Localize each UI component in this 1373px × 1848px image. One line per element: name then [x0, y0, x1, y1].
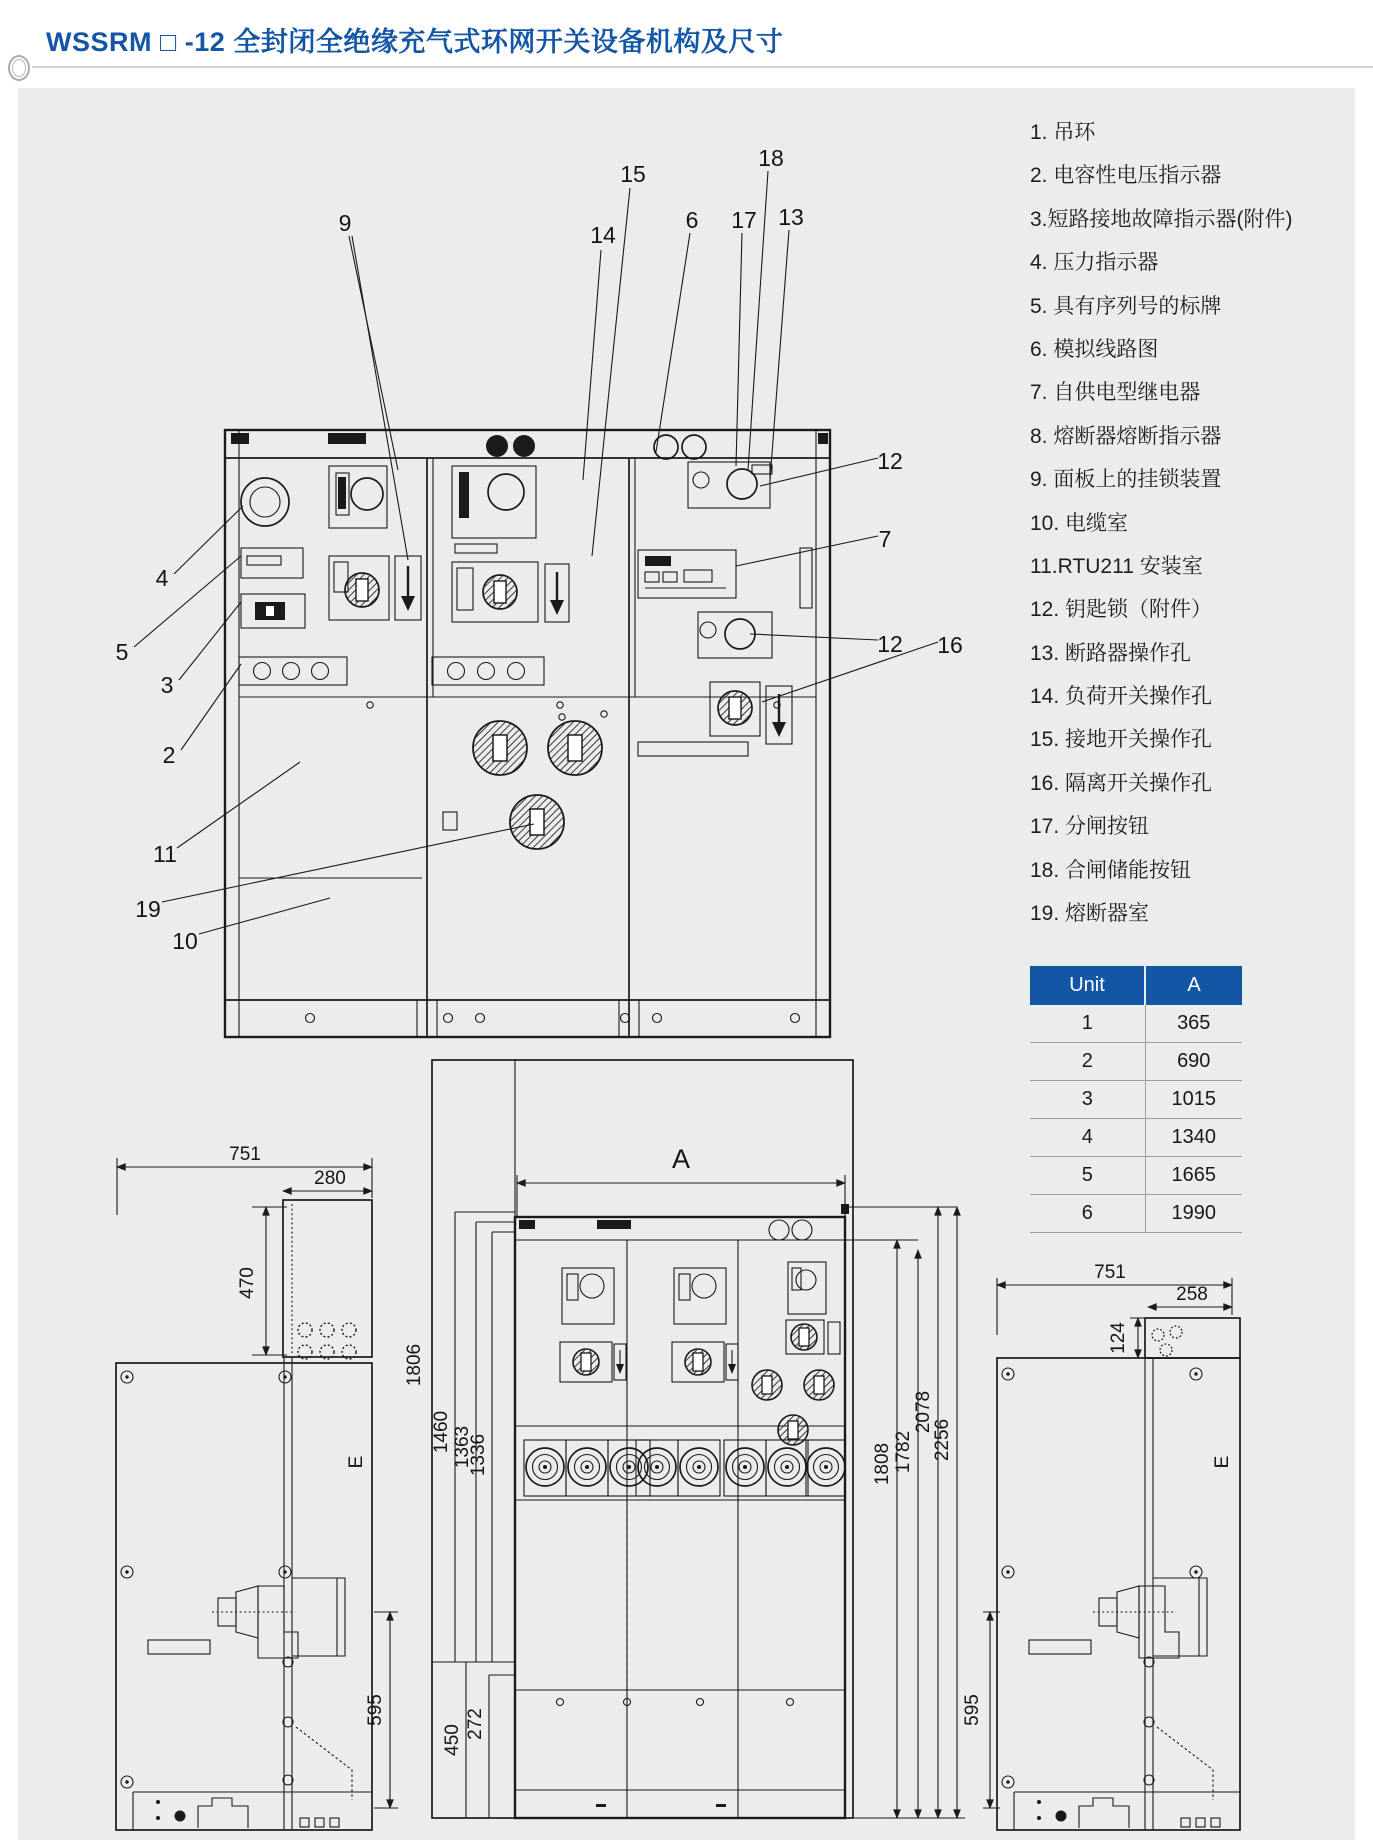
legend-item-17: 17. 分闸按钮	[1030, 815, 1150, 839]
callout-5: 5	[115, 639, 129, 665]
legend-item-4: 4. 压力指示器	[1030, 251, 1159, 275]
dim-1363: 1363	[452, 1425, 473, 1469]
voltage-indicator-strip	[239, 657, 347, 685]
cell-a: 690	[1145, 1043, 1242, 1081]
legend-item-16: 16. 隔离开关操作孔	[1030, 771, 1213, 795]
parts-legend	[1030, 116, 1360, 940]
cell-unit: 1	[1030, 1005, 1145, 1043]
legend-item-7: 7. 自供电型继电器	[1030, 381, 1201, 405]
operating-hole	[510, 795, 564, 849]
cell-a: 1015	[1145, 1081, 1242, 1119]
callout-10: 10	[172, 928, 198, 954]
callout-9: 9	[338, 210, 352, 236]
legend-item-13: 13. 断路器操作孔	[1030, 641, 1192, 665]
legend-item-1: 1. 吊环	[1030, 121, 1096, 144]
pressure-indicator-icon	[241, 478, 289, 526]
lifting-ring-icon	[486, 435, 508, 457]
cable-bushings-row	[524, 1440, 845, 1496]
side-view-left	[116, 1144, 398, 1830]
table-header-unit: Unit	[1030, 966, 1145, 1005]
ring-ornament-icon	[8, 55, 30, 81]
cell-a: 1665	[1145, 1157, 1242, 1195]
cell-unit: 2	[1030, 1043, 1145, 1081]
dim-1806: 1806	[404, 1343, 425, 1387]
side-view-right	[962, 1262, 1240, 1830]
cell-a: 1340	[1145, 1119, 1242, 1157]
dim-450: 450	[442, 1724, 463, 1756]
callout-15: 15	[620, 161, 646, 187]
cell-a: 1990	[1145, 1195, 1242, 1233]
dim-e-left: E	[346, 1455, 367, 1469]
callout-16: 16	[937, 632, 963, 658]
legend-item-6: 6. 模拟线路图	[1030, 337, 1159, 361]
legend-item-15: 15. 接地开关操作孔	[1030, 728, 1213, 752]
legend-item-2: 2. 电容性电压指示器	[1030, 164, 1222, 188]
table-row	[1030, 1119, 1242, 1157]
page-title: WSSRM □ -12 全封闭全绝缘充气式环网开关设备机构及尺寸	[46, 27, 784, 57]
callout-13: 13	[778, 204, 804, 230]
callout-2: 2	[162, 742, 176, 768]
dim-1782: 1782	[893, 1430, 914, 1474]
dim-595-right: 595	[962, 1694, 983, 1726]
dim-2256: 2256	[932, 1418, 953, 1462]
dim-751-left: 751	[229, 1144, 261, 1165]
dim-2078: 2078	[913, 1390, 934, 1434]
table-row	[1030, 1195, 1242, 1233]
content-panel	[18, 88, 1355, 1840]
dim-e-right: E	[1212, 1455, 1233, 1469]
header-divider	[32, 66, 1373, 68]
switchgear-front-view	[116, 145, 963, 1037]
callout-19: 19	[135, 896, 161, 922]
padlock-unit	[329, 466, 387, 528]
front-view-dimensioned	[404, 1060, 965, 1818]
lifting-ring-icon	[513, 435, 535, 457]
callout-3: 3	[160, 672, 174, 698]
legend-item-8: 8. 熔断器熔断指示器	[1030, 424, 1222, 448]
callout-14: 14	[590, 222, 616, 248]
callout-7: 7	[878, 526, 892, 552]
cell-unit: 5	[1030, 1157, 1145, 1195]
dim-595-left: 595	[365, 1694, 386, 1726]
dim-A: A	[671, 1144, 691, 1174]
table-row	[1030, 1043, 1242, 1081]
voltage-indicator-strip	[432, 657, 544, 685]
callout-17: 17	[731, 207, 757, 233]
dim-1808: 1808	[872, 1442, 893, 1486]
cell-a: 365	[1145, 1005, 1242, 1043]
legend-item-10: 10. 电缆室	[1030, 511, 1129, 535]
dim-470: 470	[237, 1267, 258, 1299]
unit-size-table	[1030, 966, 1242, 1233]
dim-272: 272	[465, 1708, 486, 1740]
cell-unit: 3	[1030, 1081, 1145, 1119]
dim-1460: 1460	[431, 1410, 452, 1454]
legend-item-18: 18. 合闸储能按钮	[1030, 858, 1192, 882]
table-row	[1030, 1081, 1242, 1119]
cell-unit: 6	[1030, 1195, 1145, 1233]
dim-124: 124	[1108, 1322, 1129, 1354]
callout-18: 18	[758, 145, 784, 171]
table-row	[1030, 1157, 1242, 1195]
cell-unit: 4	[1030, 1119, 1145, 1157]
legend-item-5: 5. 具有序列号的标牌	[1030, 294, 1222, 318]
serial-nameplate	[241, 548, 303, 578]
dim-280: 280	[314, 1168, 346, 1189]
dim-258: 258	[1176, 1284, 1208, 1305]
operating-hole	[473, 721, 527, 775]
operating-hole	[548, 721, 602, 775]
button-icon	[682, 435, 706, 459]
legend-item-9: 9. 面板上的挂锁装置	[1030, 468, 1222, 492]
table-header-a: A	[1145, 966, 1242, 1005]
dim-1336: 1336	[468, 1433, 489, 1477]
callout-11: 11	[153, 841, 177, 867]
callout-12b: 12	[877, 631, 903, 657]
callout-12a: 12	[877, 448, 903, 474]
callout-6: 6	[685, 207, 699, 233]
legend-item-19: 19. 熔断器室	[1030, 902, 1150, 926]
legend-item-3: 3.短路接地故障指示器(附件)	[1030, 207, 1293, 231]
legend-item-14: 14. 负荷开关操作孔	[1030, 685, 1213, 709]
legend-item-11: 11.RTU211 安装室	[1030, 554, 1203, 578]
legend-item-12: 12. 钥匙锁（附件）	[1030, 598, 1213, 622]
table-row	[1030, 1005, 1242, 1043]
dim-751-right: 751	[1094, 1262, 1126, 1283]
callout-4: 4	[155, 565, 169, 591]
